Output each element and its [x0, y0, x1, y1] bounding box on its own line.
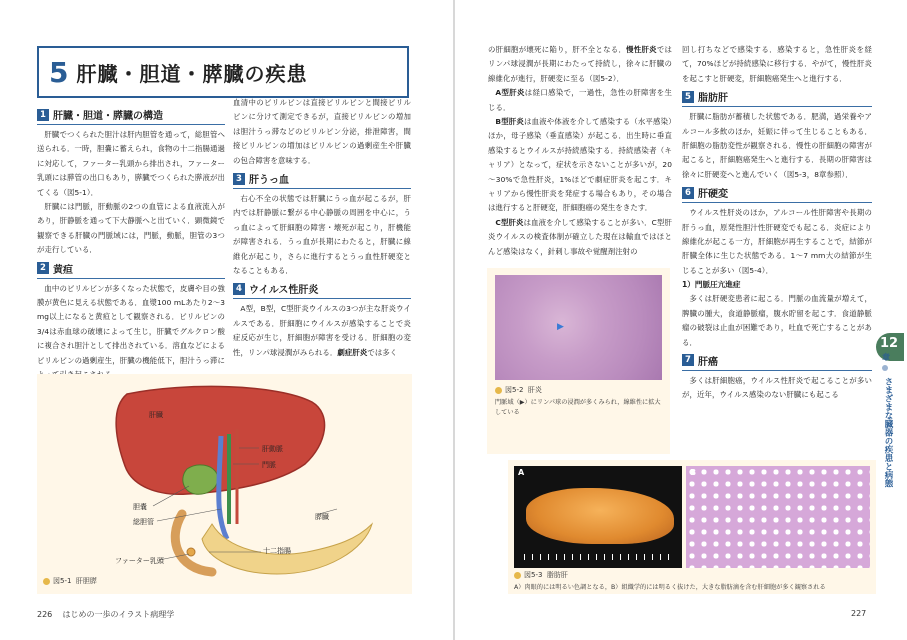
- section-1-paragraph-2: 肝臓には門脈，肝動脈の2つの血管による血液流入があり，肝静脈を通って下大静脈へと出ていく．顕微鏡で観察できる肝臓の門脈域には，門脈，動脈，胆管の3つが走行している．: [37, 202, 225, 255]
- figure-5-1-caption: 図5-1 肝胆膵: [43, 576, 97, 589]
- left-column-a: [37, 104, 225, 383]
- hepatitis-c-continuation: 回し打ちなどで感染する．感染すると，急性肝炎を経て，70%ほどが持続感染に移行する．やがて，慢性肝炎を起こすと肝硬変，肝細胞癌発生へと進行する．: [682, 45, 872, 83]
- section-5-paragraph: 肝臓に脂肪が蓄積した状態である．肥満，過栄養やアルコール多飲のほか，妊娠に伴って生じることもある．肝細胞の脂肪変性が観察される．慢性の肝細胞の障害が起こると，肝細胞癌発生へと進行する．長期の肝障害は徐々に肝硬変へと進んでいく（図5-3，8章参照）．: [682, 112, 872, 179]
- label-gallbladder: 胆嚢: [133, 503, 147, 511]
- chapter-tab-number: 12: [880, 336, 899, 351]
- section-6-paragraph-2: 多くは肝硬変患者に起こる．門脈の血流量が増えて，脾臓の腫大，食道静脈瘤，腹水貯留を起こす．食道静脈瘤の破裂は止血が困難であり，吐血で死亡することがある．: [682, 294, 872, 347]
- section-7-heading: 7 肝癌: [682, 353, 872, 371]
- histology-photo-hepatitis: [495, 275, 662, 380]
- section-3-heading: 3 肝うっ血: [233, 171, 411, 189]
- arrowhead-icon: ▶: [557, 322, 564, 332]
- caption-bullet-icon: [43, 578, 50, 585]
- chapter-heading: [37, 46, 409, 98]
- section-6-paragraph-1: ウイルス性肝炎のほか，アルコール性肝障害や長期の肝うっ血，原発性胆汁性肝硬変でも起こる．炎症により線維化が起こる一方，肝細胞が再生することで，結節が肝臓全体に生じた状態である．1～7 mm大の結節が生じることが多い（図5-4）．: [682, 208, 872, 275]
- bilirubin-paragraph: 血清中のビリルビンは直接ビリルビンと間接ビリルビンに分けて測定できるが，直接ビリルビンの増加は胆汁うっ滞などのビリルビン分泌，排泄障害，間接ビリルビンの増加はビリルビンの過剰産生や肝臓の包合障害を意味する．: [233, 98, 411, 165]
- figure-5-3-caption: 図5-3 脂肪肝 A）肉眼的には明るい色調となる，B）組織学的には明るく抜けた，大きな脂肪滴を含む肝細胞が多く観察される: [514, 571, 826, 591]
- section-1-heading: 1 肝臓・胆道・膵臓の構造: [37, 107, 225, 125]
- right-column-a: [488, 43, 672, 259]
- label-liver: 肝臓: [149, 411, 163, 419]
- label-hepatic-artery: 肝動脈: [262, 445, 283, 453]
- chapter-tab-label: さまざまな臓器の疾患と病態: [883, 377, 893, 488]
- section-2-heading: 2 黄疸: [37, 261, 225, 279]
- figure-5-3: [508, 460, 876, 594]
- hepatitis-continuation: の肝細胞が壊死に陥り，肝不全となる．慢性肝炎ではリンパ球浸潤が長期にわたって持続し，徐々に肝臓の線維化が進行，肝硬変に至る（図5-2）．: [488, 45, 672, 83]
- figure-5-2: [487, 268, 670, 454]
- label-pancreas: 膵臓: [315, 513, 329, 521]
- histology-photo-fatty-liver: B: [686, 466, 870, 568]
- caption-bullet-icon: [495, 387, 502, 394]
- hepatitis-a-paragraph: A型肝炎は経口感染で，一過性，急性の肝障害を生じる．: [488, 88, 672, 112]
- section-4-paragraph: A型，B型，C型肝炎ウイルスの3つが主な肝炎ウイルスである．肝細胞にウイルスが感染することで炎症反応が生じ，肝細胞が障害を受ける．肝細胞の変性，リンパ球浸潤がみられる．劇症肝炎では多く: [233, 304, 411, 357]
- label-duodenum: 十二指腸: [263, 547, 291, 555]
- chapter-tab-unit: 章: [882, 353, 890, 362]
- right-folio: 227: [851, 609, 867, 618]
- hepatitis-b-paragraph: B型肝炎は血液や体液を介して感染する（水平感染）ほか，母子感染（垂直感染）が起こる．出生時に垂直感染するとウイルスが持続感染する．持続感染者（キャリア）となって，症状を示さないことが多いが，20～30%で急性肝炎，1%ほどで劇症肝炎を起こす．キャリアから慢性肝炎を発症する場合もあり，その場合は進行すると肝硬変，肝細胞癌の発生をきたす．: [488, 117, 672, 213]
- subsection-portal-hypertension: 1）門脈圧亢進症: [682, 280, 741, 290]
- caption-bullet-icon: [514, 572, 521, 579]
- label-portal-vein: 門脈: [262, 461, 276, 469]
- section-1-paragraph-1: 肝臓でつくられた胆汁は肝内胆管を通って，総胆管へ送られる．一時，胆嚢に蓄えられ，食物の十二指腸通過に対応して，ファーター乳頭から排出され，ファーター乳頭には膵管の出口もあり，膵臓でつくられた膵液が出てくる（図5-1）．: [37, 130, 225, 197]
- hepatitis-c-paragraph: C型肝炎は血液を介して感染することが多い．C型肝炎ウイルスの検査体制が確立した現在は輸血ではほとんど感染はなく，針刺し事故や覚醒剤注射の: [488, 217, 673, 256]
- anatomy-illustration: [37, 374, 412, 579]
- chapter-title: 肝臓・胆道・膵臓の疾患: [76, 61, 308, 86]
- page-gutter: [453, 0, 455, 640]
- figure-5-1: [37, 374, 412, 594]
- label-common-bile-duct: 総胆管: [133, 518, 154, 526]
- right-column-b: [682, 43, 872, 403]
- section-6-heading: 6 肝硬変: [682, 185, 872, 203]
- section-4-heading: 4 ウイルス性肝炎: [233, 281, 411, 299]
- section-2-paragraph: 血中のビリルビンが多くなった状態で，皮膚や目の強膜が黄色に見える状態である．血漿100 mLあたり2～3 mg以上になると黄疸として観察される．ビリルビンの3/4は赤血球の破壊によって生じ，肝臓でグルクロン酸に複合され胆汁として排出されている．溶血などによるビリルビンの過剰産生，肝臓の機能低下，胆汁うっ滞に: [37, 283, 225, 365]
- left-column-b: [233, 96, 411, 360]
- section-5-heading: 5 脂肪肝: [682, 89, 872, 107]
- label-papilla: ファーター乳頭: [115, 557, 164, 565]
- chapter-number: 5: [49, 55, 69, 89]
- gross-liver-photo: A: [514, 466, 682, 568]
- section-7-paragraph: 多くは肝細胞癌，ウイルス性肝炎で起こることが多いが，近年，ウイルス感染のない肝臓にも起こる: [682, 375, 872, 400]
- left-folio: 226 はじめの一歩のイラスト病理学: [37, 610, 175, 619]
- figure-5-2-caption: 図5-2 肝炎 門脈域（▶）にリンパ球の浸潤が多くみられ，線維性に拡大している: [495, 386, 661, 416]
- section-3-paragraph: 右心不全の状態では肝臓にうっ血が起こるが，肝内では肝静脈に繋がる中心静脈の周囲を中心に，うっ血によって肝細胞の障害・壊死が起こり，肝機能が障害される．うっ血が長期にわたると，肝臓に線維化が起こり，さらに進行するとうっ血性肝硬変となることもある．: [233, 194, 411, 276]
- tab-dot-icon: [882, 365, 888, 371]
